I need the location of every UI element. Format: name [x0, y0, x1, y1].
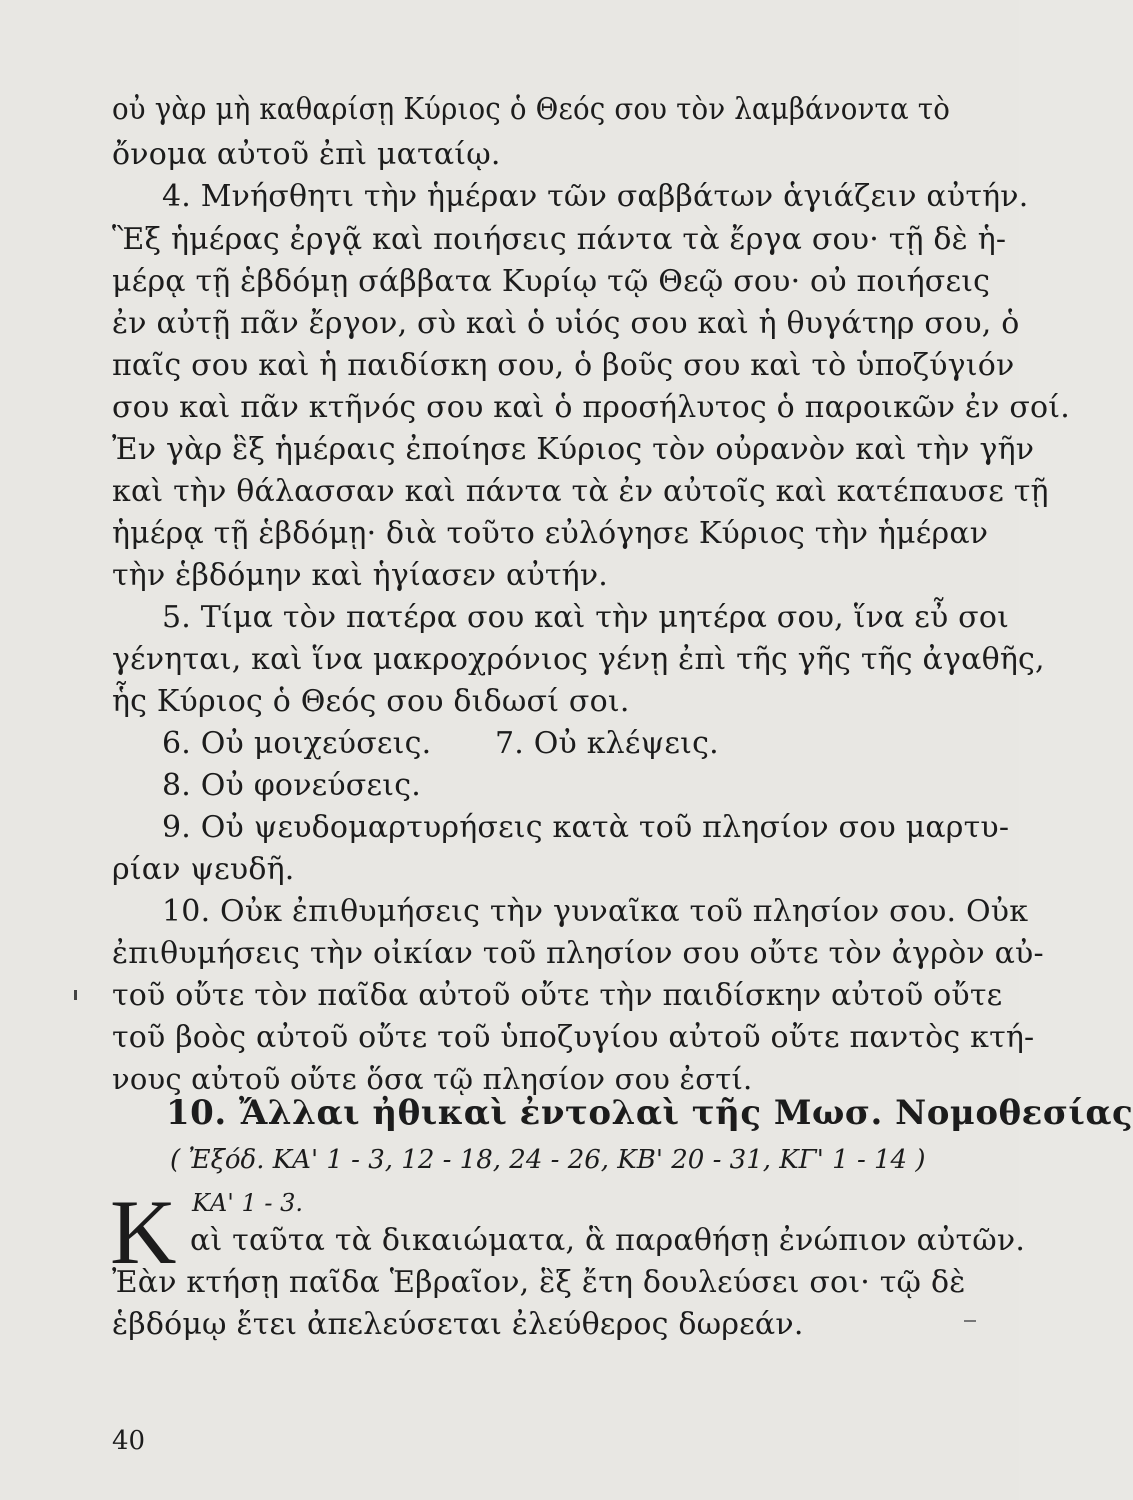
commandment-4	[162, 179, 1029, 214]
line-text: ἐν αὐτῇ πᾶν ἔργον, σὺ καὶ ὁ υἱός σου καὶ ἡ θυγάτηρ σου, ὁ	[112, 306, 1020, 341]
text-line	[112, 1307, 950, 1342]
line-text: Ἐὰν κτήσῃ παῖδα Ἑβραῖον, ἓξ ἔτη δουλεύσει σοι· τῷ δὲ	[112, 1265, 966, 1300]
line-text: ρίαν ψευδῆ.	[112, 852, 295, 887]
text-line	[112, 137, 950, 172]
text-line	[112, 432, 1035, 467]
line-text: τὴν ἑβδόμην καὶ ἡγίασεν αὐτήν.	[112, 558, 609, 593]
commandment-5	[162, 600, 1010, 635]
text-line	[112, 516, 989, 551]
commandment-7	[495, 726, 719, 761]
verse-reference: ΚΑ' 1 - 3.	[192, 1189, 304, 1217]
line-text: τοῦ βοὸς αὐτοῦ οὔτε τοῦ ὑποζυγίου αὐτοῦ οὔτε παντὸς κτή-	[112, 1020, 1035, 1055]
text-line	[112, 92, 951, 127]
line-text: ἡμέρᾳ τῇ ἑβδόμῃ· διὰ τοῦτο εὐλόγησε Κύριος τὴν ἡμέραν	[112, 516, 989, 551]
line-text: αὶ ταῦτα τὰ δικαιώματα, ἃ παραθήσῃ ἐνώπιον αὐτῶν.	[190, 1223, 1026, 1258]
section-heading: 10. Ἄλλαι ἠθικαὶ ἐντολαὶ τῆς Μωσ. Νομοθεσίας	[166, 1093, 1133, 1133]
text-line	[112, 474, 1049, 509]
line-text: ἧς Κύριος ὁ Θεός σου διδωσί σοι.	[112, 684, 630, 719]
text-line	[112, 1062, 950, 1096]
line-text: παῖς σου καὶ ἡ παιδίσκη σου, ὁ βοῦς σου καὶ τὸ ὑποζύγιόν	[112, 348, 1015, 383]
text-line	[112, 978, 1003, 1013]
line-text: ἐπιθυμήσεις τὴν οἰκίαν τοῦ πλησίον σου οὔτε τὸν ἀγρὸν αὐ-	[112, 936, 1044, 971]
line-text: 10. Οὐκ ἐπιθυμήσεις τὴν γυναῖκα τοῦ πλησίον σου. Οὐκ	[162, 894, 1029, 929]
text-line	[112, 1265, 966, 1300]
text-line	[112, 852, 950, 887]
margin-mark	[74, 990, 77, 1000]
line-text: 9. Οὐ ψευδομαρτυρήσεις κατὰ τοῦ πλησίον σου μαρτυ-	[162, 810, 1010, 845]
page-number: 40	[112, 1426, 146, 1456]
line-text: 6. Οὐ μοιχεύσεις.	[162, 726, 432, 761]
text-line	[190, 1223, 1026, 1258]
commandment-9	[162, 810, 1010, 845]
line-text: καὶ τὴν θάλασσαν καὶ πάντα τὰ ἐν αὐτοῖς καὶ κατέπαυσε τῇ	[112, 474, 1049, 509]
text-line	[112, 306, 1020, 341]
line-text: Ἐν γὰρ ἓξ ἡμέραις ἐποίησε Κύριος τὸν οὐρανὸν καὶ τὴν γῆν	[112, 432, 1035, 467]
line-text: ὄνομα αὐτοῦ ἐπὶ ματαίῳ.	[112, 137, 501, 172]
line-text: ἑβδόμῳ ἔτει ἀπελεύσεται ἐλεύθερος δωρεάν.	[112, 1307, 804, 1342]
line-text: σου καὶ πᾶν κτῆνός σου καὶ ὁ προσήλυτος ὁ παροικῶν ἐν σοί.	[112, 390, 1070, 425]
text-line	[112, 264, 991, 299]
text-line	[112, 390, 1070, 425]
commandment-8	[162, 768, 950, 803]
drop-cap: Κ	[110, 1181, 177, 1283]
text-line	[112, 348, 1015, 383]
section-references: ( Ἐξόδ. ΚΑ' 1 - 3, 12 - 18, 24 - 26, ΚΒ' 20 - 31, ΚΓ' 1 - 14 )	[170, 1145, 926, 1175]
line-text: γένηται, καὶ ἵνα μακροχρόνιος γένῃ ἐπὶ τῆς γῆς τῆς ἀγαθῆς,	[112, 642, 1045, 677]
line-text: 4. Μνήσθητι τὴν ἡμέραν τῶν σαββάτων ἁγιάζειν αὐτήν.	[162, 179, 1029, 214]
margin-mark	[964, 1320, 976, 1322]
line-text: 7. Οὐ κλέψεις.	[495, 726, 719, 761]
line-text: Ἓξ ἡμέρας ἐργᾷ καὶ ποιήσεις πάντα τὰ ἔργα σου· τῇ δὲ ἡ-	[112, 222, 1007, 257]
line-text: μέρᾳ τῇ ἑβδόμῃ σάββατα Κυρίῳ τῷ Θεῷ σου· οὐ ποιήσεις	[112, 264, 991, 299]
text-line	[112, 684, 950, 719]
text-line	[112, 1020, 1035, 1055]
text-line	[112, 642, 1045, 677]
commandment-10	[162, 894, 1029, 929]
text-line	[112, 222, 1007, 257]
text-line	[112, 558, 950, 593]
line-text: οὐ γὰρ μὴ καθαρίσῃ Κύριος ὁ Θεός σου τὸν λαμβάνοντα τὸ	[112, 92, 951, 127]
line-text: τοῦ οὔτε τὸν παῖδα αὐτοῦ οὔτε τὴν παιδίσκην αὐτοῦ οὔτε	[112, 978, 1003, 1013]
line-text: νους αὐτοῦ οὔτε ὅσα τῷ πλησίον σου ἐστί.	[112, 1062, 753, 1096]
text-line	[112, 936, 1044, 971]
line-text: 5. Τίμα τὸν πατέρα σου καὶ τὴν μητέρα σου, ἵνα εὖ σοι	[162, 600, 1010, 635]
line-text: 8. Οὐ φονεύσεις.	[162, 768, 421, 803]
